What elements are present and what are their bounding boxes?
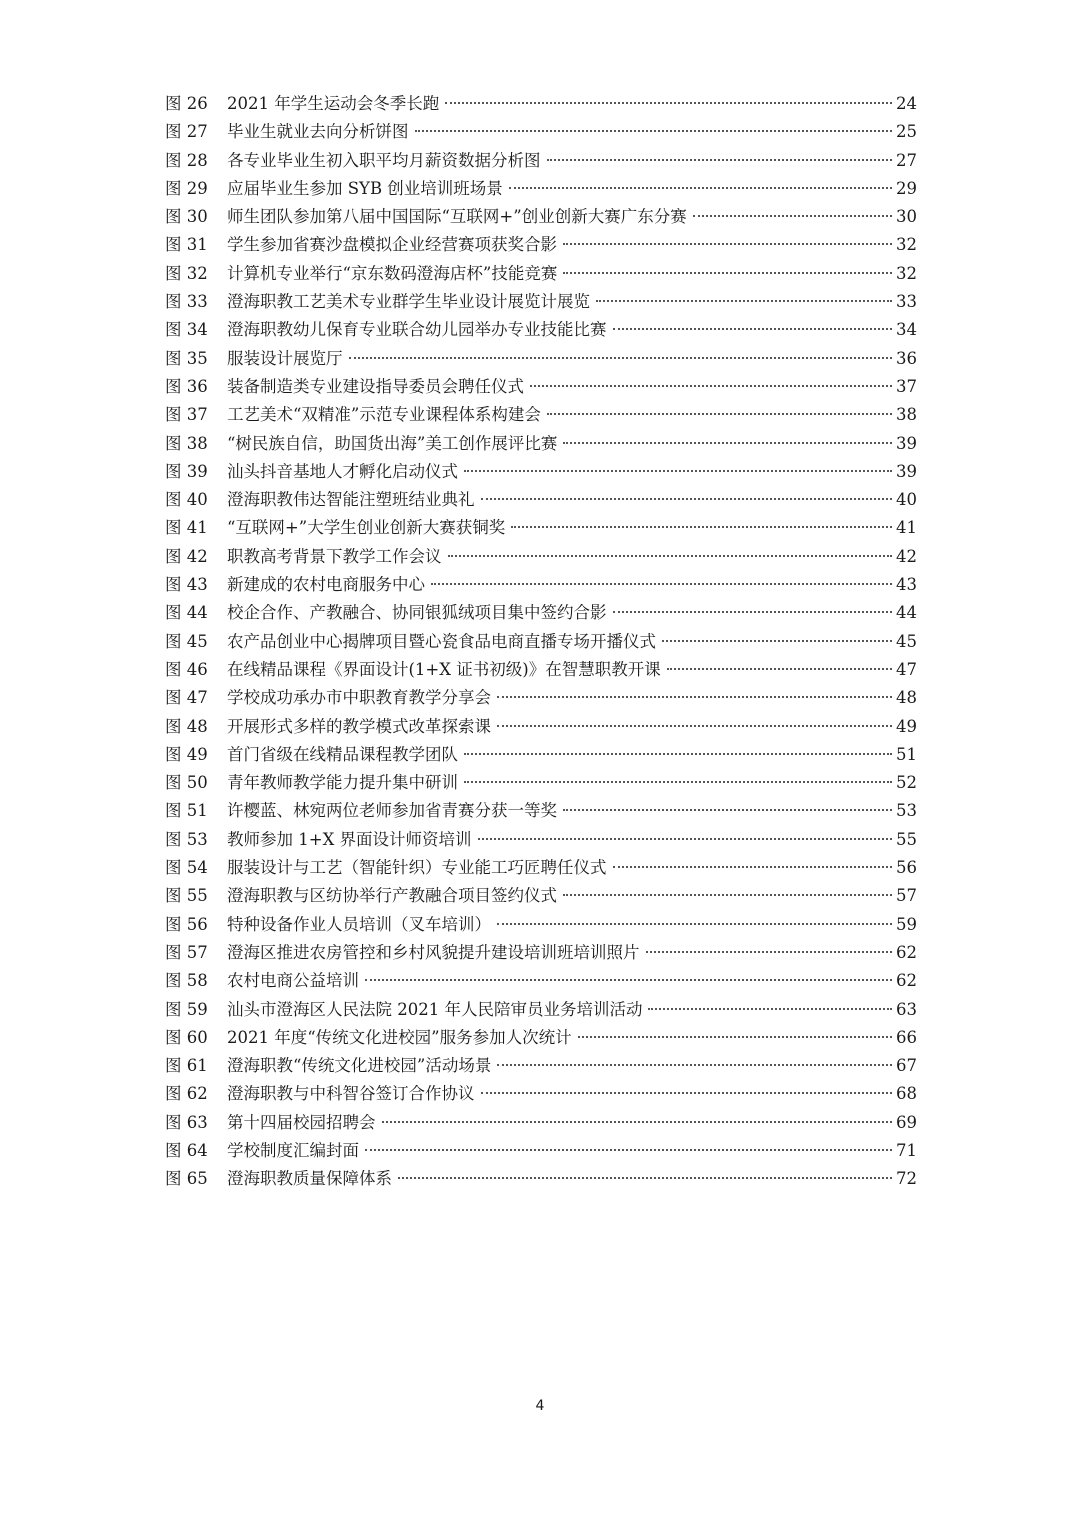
dot-leader (578, 1036, 892, 1038)
figure-entry[interactable] (165, 345, 917, 373)
dot-leader (667, 668, 892, 670)
figure-page-number: 69 (896, 1112, 917, 1132)
figure-label: 图 37 (165, 405, 208, 425)
dot-leader (511, 526, 892, 528)
figure-label: 图 49 (165, 744, 208, 764)
figure-entry[interactable] (165, 599, 917, 627)
figure-page-number: 30 (896, 207, 917, 227)
figure-label: 图 42 (165, 546, 208, 566)
figure-entry[interactable] (165, 797, 917, 825)
figure-page-number: 24 (896, 94, 917, 113)
figure-title: 澄海职教幼儿保育专业联合幼儿园举办专业技能比赛 (227, 320, 607, 340)
figure-entry[interactable] (165, 967, 917, 995)
figure-title: 校企合作、产教融合、协同银狐绒项目集中签约合影 (227, 603, 607, 623)
figure-label: 图 53 (165, 829, 208, 849)
dot-leader (445, 102, 892, 104)
dot-leader (365, 979, 892, 981)
figure-title: 2021 年度“传统文化进校园”服务参加人次统计 (227, 1027, 572, 1047)
figure-entry[interactable] (165, 741, 917, 769)
dot-leader (613, 328, 893, 330)
figure-entry[interactable] (165, 118, 917, 146)
figure-label: 图 48 (165, 716, 208, 736)
figure-title: 特种设备作业人员培训（叉车培训） (227, 914, 491, 934)
figure-entry[interactable] (165, 147, 917, 175)
figure-entry[interactable] (165, 1109, 917, 1137)
figure-title: 澄海职教与区纺协举行产教融合项目签约仪式 (227, 886, 557, 906)
figure-title: 教师参加 1+X 界面设计师资培训 (227, 829, 472, 849)
figure-title: 第十四届校园招聘会 (227, 1112, 376, 1132)
figure-page-number: 32 (896, 235, 917, 255)
dot-leader (547, 413, 892, 415)
figure-title: 青年教师教学能力提升集中研训 (227, 773, 458, 793)
figure-entry[interactable] (165, 939, 917, 967)
figure-title: 职教高考背景下教学工作会议 (227, 546, 442, 566)
figure-title: 师生团队参加第八届中国国际“互联网+”创业创新大赛广东分赛 (227, 207, 687, 227)
figure-title: “互联网+”大学生创业创新大赛获铜奖 (227, 518, 506, 538)
figure-title: 服装设计与工艺（智能针织）专业能工巧匠聘任仪式 (227, 858, 607, 878)
dot-leader (563, 809, 892, 811)
figure-page-number: 57 (896, 886, 917, 906)
figure-entry[interactable] (165, 1024, 917, 1052)
figure-label: 图 56 (165, 914, 208, 934)
figure-label: 图 54 (165, 858, 208, 878)
figure-label: 图 43 (165, 575, 208, 595)
figure-title: 毕业生就业去向分析饼图 (227, 122, 409, 142)
figure-label: 图 62 (165, 1084, 208, 1104)
figure-title: 澄海职教“传统文化进校园”活动场景 (227, 1056, 492, 1076)
figure-label: 图 63 (165, 1112, 208, 1132)
dot-leader (613, 611, 893, 613)
dot-leader (693, 215, 892, 217)
figure-title: 应届毕业生参加 SYB 创业培训班场景 (227, 178, 503, 198)
dot-leader (497, 696, 892, 698)
figure-entry[interactable] (165, 90, 917, 118)
figure-entry[interactable] (165, 656, 917, 684)
figure-label: 图 65 (165, 1169, 208, 1189)
figure-page-number: 62 (896, 942, 917, 962)
figure-title: 2021 年学生运动会冬季长跑 (227, 94, 440, 113)
figure-page-number: 25 (896, 122, 917, 142)
figure-page-number: 47 (896, 659, 917, 679)
figure-entry[interactable] (165, 882, 917, 910)
figure-title: 学生参加省赛沙盘模拟企业经营赛项获奖合影 (227, 235, 557, 255)
dot-leader (563, 894, 892, 896)
figure-entry[interactable] (165, 231, 917, 259)
figure-page-number: 55 (896, 829, 917, 849)
figure-label: 图 36 (165, 376, 208, 396)
figure-page-number: 62 (896, 971, 917, 991)
figure-label: 图 32 (165, 263, 208, 283)
figure-label: 图 33 (165, 292, 208, 312)
figure-title: 首门省级在线精品课程教学团队 (227, 744, 458, 764)
figure-title: 各专业毕业生初入职平均月薪资数据分析图 (227, 150, 541, 170)
figure-title: 澄海职教与中科智谷签订合作协议 (227, 1084, 475, 1104)
figure-page-number: 38 (896, 405, 917, 425)
figure-page-number: 41 (896, 518, 917, 538)
figure-entry[interactable] (165, 1080, 917, 1108)
dot-leader (382, 1121, 893, 1123)
figure-title: 汕头抖音基地人才孵化启动仪式 (227, 461, 458, 481)
figure-title: 在线精品课程《界面设计(1+X 证书初级)》在智慧职教开课 (227, 659, 661, 679)
figure-entry[interactable] (165, 571, 917, 599)
figure-page-number: 44 (896, 603, 917, 623)
figure-entry[interactable] (165, 826, 917, 854)
figure-page-number: 67 (896, 1056, 917, 1076)
figure-list (165, 90, 917, 1194)
figure-entry[interactable] (165, 911, 917, 939)
figure-entry[interactable] (165, 543, 917, 571)
figure-entry[interactable] (165, 713, 917, 741)
figure-page-number: 53 (896, 801, 917, 821)
dot-leader (448, 555, 893, 557)
figure-page-number: 36 (896, 348, 917, 368)
figure-page-number: 33 (896, 292, 917, 312)
figure-entry[interactable] (165, 1052, 917, 1080)
dot-leader (613, 866, 893, 868)
figure-entry[interactable] (165, 486, 917, 514)
figure-label: 图 64 (165, 1140, 208, 1160)
figure-page-number: 39 (896, 461, 917, 481)
dot-leader (365, 1149, 892, 1151)
figure-page-number: 68 (896, 1084, 917, 1104)
dot-leader (464, 781, 892, 783)
figure-entry[interactable] (165, 996, 917, 1024)
figure-page-number: 71 (896, 1140, 917, 1160)
figure-page-number: 39 (896, 433, 917, 453)
figure-page-number: 63 (896, 999, 917, 1019)
figure-title: 计算机专业举行“京东数码澄海店杯”技能竞赛 (227, 263, 558, 283)
figure-label: 图 45 (165, 631, 208, 651)
figure-title: 许樱蓝、林宛两位老师参加省青赛分获一等奖 (227, 801, 557, 821)
dot-leader (563, 272, 892, 274)
figure-entry[interactable] (165, 373, 917, 401)
figure-label: 图 34 (165, 320, 208, 340)
dot-leader (431, 583, 892, 585)
dot-leader (497, 923, 892, 925)
figure-label: 图 47 (165, 688, 208, 708)
dot-leader (662, 640, 892, 642)
figure-page-number: 40 (896, 490, 917, 510)
dot-leader (563, 442, 892, 444)
figure-label: 图 61 (165, 1056, 208, 1076)
figure-label: 图 59 (165, 999, 208, 1019)
dot-leader (497, 725, 892, 727)
dot-leader (478, 838, 892, 840)
figure-title: 装备制造类专业建设指导委员会聘任仪式 (227, 376, 524, 396)
figure-page-number: 72 (896, 1169, 917, 1189)
figure-title: 澄海职教伟达智能注塑班结业典礼 (227, 490, 475, 510)
figure-entry[interactable] (165, 1165, 917, 1193)
figure-title: 学校成功承办市中职教育教学分享会 (227, 688, 491, 708)
figure-page-number: 52 (896, 773, 917, 793)
figure-label: 图 44 (165, 603, 208, 623)
figure-label: 图 30 (165, 207, 208, 227)
figure-label: 图 31 (165, 235, 208, 255)
dot-leader (648, 1008, 892, 1010)
figure-entry[interactable] (165, 260, 917, 288)
figure-entry[interactable] (165, 203, 917, 231)
figure-title: 新建成的农村电商服务中心 (227, 575, 425, 595)
figure-entry[interactable] (165, 288, 917, 316)
figure-title: 农村电商公益培训 (227, 971, 359, 991)
figure-entry[interactable] (165, 458, 917, 486)
figure-label: 图 41 (165, 518, 208, 538)
dot-leader (481, 1092, 893, 1094)
figure-label: 图 58 (165, 971, 208, 991)
figure-page-number: 48 (896, 688, 917, 708)
figure-entry[interactable] (165, 430, 917, 458)
dot-leader (349, 357, 893, 359)
figure-entry[interactable] (165, 769, 917, 797)
figure-page-number: 27 (896, 150, 917, 170)
dot-leader (497, 1064, 892, 1066)
figure-page-number: 32 (896, 263, 917, 283)
figure-title: 澄海职教工艺美术专业群学生毕业设计展览计展览 (227, 292, 590, 312)
figure-entry[interactable] (165, 854, 917, 882)
figure-page-number: 56 (896, 858, 917, 878)
figure-label: 图 38 (165, 433, 208, 453)
figure-title: 服装设计展览厅 (227, 348, 343, 368)
figure-label: 图 29 (165, 178, 208, 198)
dot-leader (464, 753, 892, 755)
figure-label: 图 55 (165, 886, 208, 906)
figure-label: 图 26 (165, 94, 208, 113)
figure-entry[interactable] (165, 316, 917, 344)
figure-entry[interactable] (165, 175, 917, 203)
figure-page-number: 29 (896, 178, 917, 198)
figure-title: 学校制度汇编封面 (227, 1140, 359, 1160)
dot-leader (398, 1177, 892, 1179)
figure-page-number: 51 (896, 744, 917, 764)
dot-leader (530, 385, 892, 387)
figure-label: 图 51 (165, 801, 208, 821)
dot-leader (481, 498, 893, 500)
page-number: 4 (535, 1398, 545, 1414)
figure-page-number: 43 (896, 575, 917, 595)
dot-leader (464, 470, 892, 472)
figure-page-number: 37 (896, 376, 917, 396)
figure-page-number: 59 (896, 914, 917, 934)
figure-label: 图 46 (165, 659, 208, 679)
dot-leader (547, 159, 893, 161)
figure-label: 图 50 (165, 773, 208, 793)
figure-title: 澄海职教质量保障体系 (227, 1169, 392, 1189)
figure-entry[interactable] (165, 401, 917, 429)
figure-label: 图 28 (165, 150, 208, 170)
dot-leader (415, 130, 893, 132)
figure-label: 图 40 (165, 490, 208, 510)
figure-page-number: 66 (896, 1027, 917, 1047)
figure-label: 图 35 (165, 348, 208, 368)
figure-entry[interactable] (165, 684, 917, 712)
figure-label: 图 57 (165, 942, 208, 962)
dot-leader (563, 243, 892, 245)
figure-page-number: 49 (896, 716, 917, 736)
figure-title: “树民族自信，助国货出海”美工创作展评比赛 (227, 433, 558, 453)
dot-leader (646, 951, 893, 953)
figure-label: 图 39 (165, 461, 208, 481)
figure-entry[interactable] (165, 628, 917, 656)
dot-leader (596, 300, 892, 302)
figure-page-number: 45 (896, 631, 917, 651)
figure-label: 图 60 (165, 1027, 208, 1047)
figure-page-number: 42 (896, 546, 917, 566)
figure-page-number: 34 (896, 320, 917, 340)
figure-title: 农产品创业中心揭牌项目暨心瓷食品电商直播专场开播仪式 (227, 631, 656, 651)
figure-title: 开展形式多样的教学模式改革探索课 (227, 716, 491, 736)
dot-leader (509, 187, 892, 189)
figure-title: 澄海区推进农房管控和乡村风貌提升建设培训班培训照片 (227, 942, 640, 962)
figure-title: 工艺美术“双精准”示范专业课程体系构建会 (227, 405, 541, 425)
figure-entry[interactable] (165, 514, 917, 542)
figure-label: 图 27 (165, 122, 208, 142)
figure-title: 汕头市澄海区人民法院 2021 年人民陪审员业务培训活动 (227, 999, 643, 1019)
figure-entry[interactable] (165, 1137, 917, 1165)
